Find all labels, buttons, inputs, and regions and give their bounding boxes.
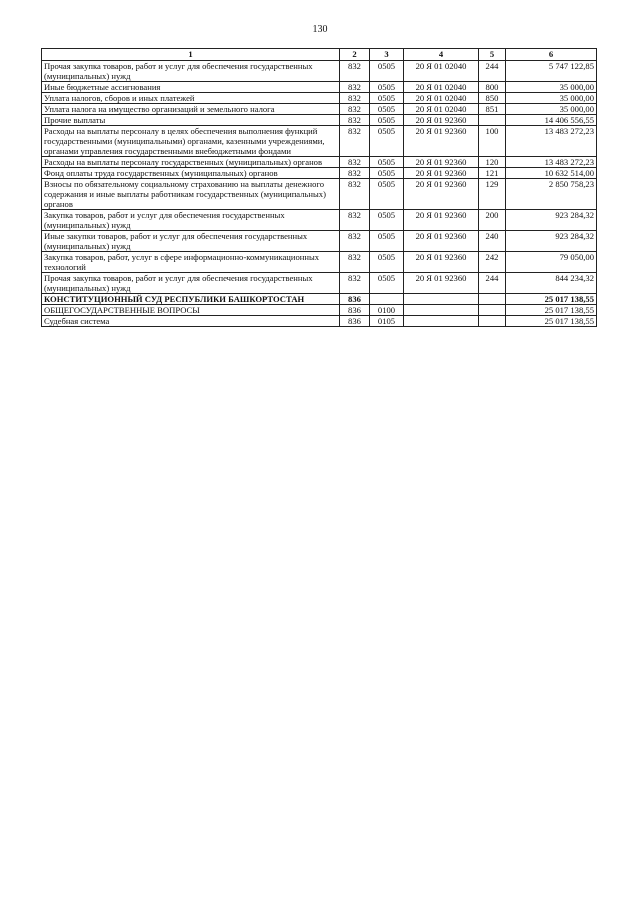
expense-type-cell: 851 bbox=[479, 104, 506, 115]
section-code-cell: 0505 bbox=[370, 157, 404, 168]
ministry-code-cell: 832 bbox=[340, 273, 370, 294]
table-row bbox=[42, 126, 597, 157]
expense-type-cell: 800 bbox=[479, 82, 506, 93]
column-header: 6 bbox=[506, 49, 597, 61]
amount-cell: 844 234,32 bbox=[506, 273, 597, 294]
section-code-cell: 0505 bbox=[370, 168, 404, 179]
expense-type-cell: 240 bbox=[479, 231, 506, 252]
section-code-cell: 0505 bbox=[370, 231, 404, 252]
table-row bbox=[42, 231, 597, 252]
expense-type-cell: 100 bbox=[479, 126, 506, 157]
section-code-cell: 0505 bbox=[370, 115, 404, 126]
table-row bbox=[42, 294, 597, 305]
amount-cell: 923 284,32 bbox=[506, 231, 597, 252]
ministry-code-cell: 836 bbox=[340, 305, 370, 316]
item-name-cell: Расходы на выплаты персоналу в целях обеспечения выполнения функций государственными (муниципальными) органами, казенными учреждениями, органами управления государственными внебюджетными фондами bbox=[42, 126, 340, 157]
amount-cell: 35 000,00 bbox=[506, 82, 597, 93]
ministry-code-cell: 832 bbox=[340, 252, 370, 273]
item-name-cell: Взносы по обязательному социальному страхованию на выплаты денежного содержания и иные выплаты работникам государственных (муниципальных) органов bbox=[42, 179, 340, 210]
table-row bbox=[42, 316, 597, 327]
target-article-cell: 20 Я 01 92360 bbox=[404, 231, 479, 252]
ministry-code-cell: 832 bbox=[340, 210, 370, 231]
expense-type-cell: 242 bbox=[479, 252, 506, 273]
item-name-cell: Фонд оплаты труда государственных (муниципальных) органов bbox=[42, 168, 340, 179]
section-code-cell: 0505 bbox=[370, 210, 404, 231]
item-name-cell: Закупка товаров, работ и услуг для обеспечения государственных (муниципальных) нужд bbox=[42, 210, 340, 231]
page-number: 130 bbox=[312, 24, 328, 35]
section-code-cell: 0505 bbox=[370, 273, 404, 294]
target-article-cell: 20 Я 01 02040 bbox=[404, 61, 479, 82]
item-name-cell: ОБЩЕГОСУДАРСТВЕННЫЕ ВОПРОСЫ bbox=[42, 305, 340, 316]
section-code-cell: 0505 bbox=[370, 179, 404, 210]
section-code-cell: 0505 bbox=[370, 252, 404, 273]
target-article-cell: 20 Я 01 92360 bbox=[404, 210, 479, 231]
expense-type-cell: 121 bbox=[479, 168, 506, 179]
expense-type-cell: 120 bbox=[479, 157, 506, 168]
section-code-cell: 0505 bbox=[370, 126, 404, 157]
target-article-cell: 20 Я 01 92360 bbox=[404, 126, 479, 157]
amount-cell: 13 483 272,23 bbox=[506, 126, 597, 157]
amount-cell: 25 017 138,55 bbox=[506, 294, 597, 305]
section-code-cell: 0505 bbox=[370, 104, 404, 115]
ministry-code-cell: 832 bbox=[340, 104, 370, 115]
table-row bbox=[42, 157, 597, 168]
table-row bbox=[42, 61, 597, 82]
table-header-row bbox=[42, 49, 597, 61]
column-header: 4 bbox=[404, 49, 479, 61]
expense-type-cell: 200 bbox=[479, 210, 506, 231]
target-article-cell: 20 Я 01 92360 bbox=[404, 115, 479, 126]
ministry-code-cell: 836 bbox=[340, 316, 370, 327]
table-row bbox=[42, 104, 597, 115]
target-article-cell bbox=[404, 316, 479, 327]
table-row bbox=[42, 210, 597, 231]
target-article-cell: 20 Я 01 02040 bbox=[404, 82, 479, 93]
item-name-cell: Прочая закупка товаров, работ и услуг для обеспечения государственных (муниципальных) нужд bbox=[42, 61, 340, 82]
table-row bbox=[42, 252, 597, 273]
column-header: 3 bbox=[370, 49, 404, 61]
ministry-code-cell: 832 bbox=[340, 231, 370, 252]
expense-type-cell: 244 bbox=[479, 273, 506, 294]
table-row bbox=[42, 168, 597, 179]
table-row bbox=[42, 305, 597, 316]
target-article-cell: 20 Я 01 92360 bbox=[404, 157, 479, 168]
budget-table bbox=[41, 48, 597, 327]
ministry-code-cell: 836 bbox=[340, 294, 370, 305]
target-article-cell bbox=[404, 294, 479, 305]
table-row bbox=[42, 82, 597, 93]
item-name-cell: Иные закупки товаров, работ и услуг для обеспечения государственных (муниципальных) нужд bbox=[42, 231, 340, 252]
section-code-cell: 0505 bbox=[370, 93, 404, 104]
table-row bbox=[42, 115, 597, 126]
expense-type-cell: 129 bbox=[479, 179, 506, 210]
item-name-cell: Прочая закупка товаров, работ и услуг для обеспечения государственных (муниципальных) нужд bbox=[42, 273, 340, 294]
table-row bbox=[42, 179, 597, 210]
amount-cell: 35 000,00 bbox=[506, 104, 597, 115]
section-code-cell: 0505 bbox=[370, 61, 404, 82]
item-name-cell: Уплата налогов, сборов и иных платежей bbox=[42, 93, 340, 104]
item-name-cell: Прочие выплаты bbox=[42, 115, 340, 126]
amount-cell: 13 483 272,23 bbox=[506, 157, 597, 168]
amount-cell: 25 017 138,55 bbox=[506, 316, 597, 327]
expense-type-cell: 244 bbox=[479, 61, 506, 82]
ministry-code-cell: 832 bbox=[340, 126, 370, 157]
section-code-cell bbox=[370, 294, 404, 305]
item-name-cell: Уплата налога на имущество организаций и земельного налога bbox=[42, 104, 340, 115]
amount-cell: 923 284,32 bbox=[506, 210, 597, 231]
target-article-cell: 20 Я 01 92360 bbox=[404, 252, 479, 273]
column-header: 1 bbox=[42, 49, 340, 61]
expense-type-cell bbox=[479, 316, 506, 327]
expense-type-cell bbox=[479, 294, 506, 305]
item-name-cell: КОНСТИТУЦИОННЫЙ СУД РЕСПУБЛИКИ БАШКОРТОСТАН bbox=[42, 294, 340, 305]
target-article-cell: 20 Я 01 02040 bbox=[404, 93, 479, 104]
item-name-cell: Расходы на выплаты персоналу государственных (муниципальных) органов bbox=[42, 157, 340, 168]
amount-cell: 79 050,00 bbox=[506, 252, 597, 273]
amount-cell: 10 632 514,00 bbox=[506, 168, 597, 179]
ministry-code-cell: 832 bbox=[340, 61, 370, 82]
section-code-cell: 0100 bbox=[370, 305, 404, 316]
column-header: 5 bbox=[479, 49, 506, 61]
ministry-code-cell: 832 bbox=[340, 115, 370, 126]
ministry-code-cell: 832 bbox=[340, 93, 370, 104]
target-article-cell bbox=[404, 305, 479, 316]
ministry-code-cell: 832 bbox=[340, 157, 370, 168]
expense-type-cell: 850 bbox=[479, 93, 506, 104]
item-name-cell: Иные бюджетные ассигнования bbox=[42, 82, 340, 93]
target-article-cell: 20 Я 01 92360 bbox=[404, 273, 479, 294]
section-code-cell: 0505 bbox=[370, 82, 404, 93]
table-row bbox=[42, 93, 597, 104]
target-article-cell: 20 Я 01 92360 bbox=[404, 168, 479, 179]
amount-cell: 35 000,00 bbox=[506, 93, 597, 104]
ministry-code-cell: 832 bbox=[340, 179, 370, 210]
item-name-cell: Закупка товаров, работ, услуг в сфере информационно-коммуникационных технологий bbox=[42, 252, 340, 273]
ministry-code-cell: 832 bbox=[340, 168, 370, 179]
target-article-cell: 20 Я 01 02040 bbox=[404, 104, 479, 115]
expense-type-cell bbox=[479, 115, 506, 126]
amount-cell: 5 747 122,85 bbox=[506, 61, 597, 82]
expense-type-cell bbox=[479, 305, 506, 316]
target-article-cell: 20 Я 01 92360 bbox=[404, 179, 479, 210]
item-name-cell: Судебная система bbox=[42, 316, 340, 327]
table-row bbox=[42, 273, 597, 294]
table-body bbox=[42, 61, 597, 327]
amount-cell: 14 406 556,55 bbox=[506, 115, 597, 126]
amount-cell: 25 017 138,55 bbox=[506, 305, 597, 316]
section-code-cell: 0105 bbox=[370, 316, 404, 327]
amount-cell: 2 850 758,23 bbox=[506, 179, 597, 210]
column-header: 2 bbox=[340, 49, 370, 61]
ministry-code-cell: 832 bbox=[340, 82, 370, 93]
